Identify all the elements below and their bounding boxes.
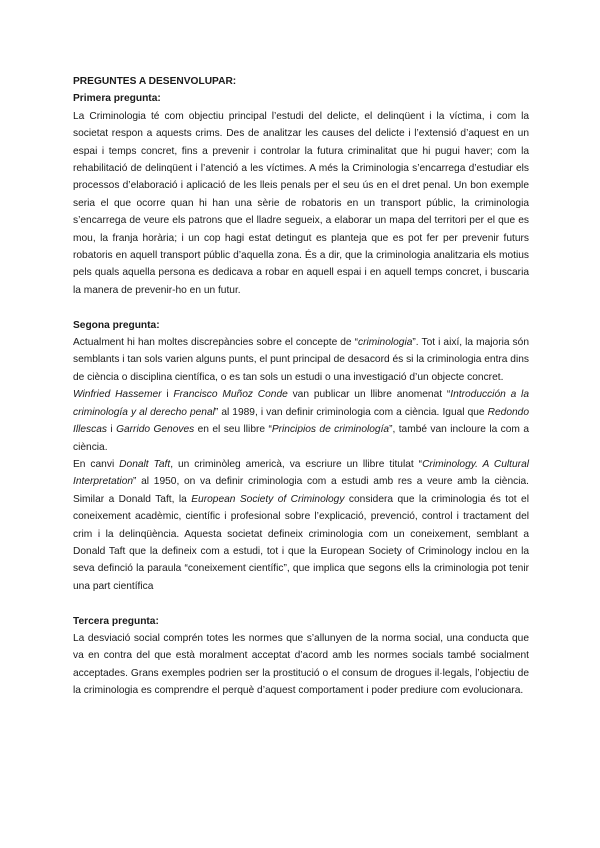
text-run: considera que la criminologia és tot el coneixement acadèmic, científic i profesional sobre l’explicació, prevenció, control i tractament del crim i la delinqüència. Aquesta societat defineix criminologia com un coneixement, semblant a Donald Taft que la defineix com a estudi, tot i que la European Society of Criminology inclou en la seva definció la paraula “coneixement científic”, que implica que segons ells la criminologia pot tenir una part científica xyxy=(73,493,529,592)
italic-text-run: Winfried Hassemer xyxy=(73,389,162,401)
text-run: van publicar un llibre anomenat “ xyxy=(287,389,451,401)
text-run: ” al 1989, i van definir criminologia com a ciència. Igual que xyxy=(214,406,488,418)
italic-text-run: Principios de criminología xyxy=(271,424,390,436)
paragraph xyxy=(73,456,529,595)
italic-text-run: Donalt Taft xyxy=(119,458,171,470)
paragraph xyxy=(73,630,529,700)
paragraph xyxy=(73,108,529,299)
text-run: En canvi xyxy=(73,458,120,470)
italic-text-run: Redondo Illescas xyxy=(73,406,529,436)
section-heading: Primera pregunta: xyxy=(73,93,161,105)
text-run: Actualment hi han moltes discrepàncies sobre el concepte de “ xyxy=(73,337,359,349)
text-run: i xyxy=(106,424,117,436)
text-run: , un criminòleg americà, va escriure un llibre titulat “ xyxy=(170,458,423,470)
text-run: La Criminologia té com objectiu principal l’estudi del delicte, el delinqüent i la víctima, i com la societat respon a aquests crims. Des de analitzar les causes del delicte i l’extensió d’aquest en un espai i temps concret, fins a prevenir i controlar la futura criminalitat que hi pugui haver; com la rehabilitació de delinqüent i l’atenció a les víctimes. A més la Criminologia s’encarrega d’estudiar els processos d’elaboració i aplicació de les lleis penals per el seu ús en el dret penal. Un bon exemple seria el que ocorre quan hi han una sèrie de robatoris en un transport públic, la criminologia s’encarrega de veure els patrons que el lladre segueix, a elaborar un mapa del territori per el que es mou, la franja horària; i un cop hagi estat detingut es planteja que es pot fer per prevenir futurs robatoris en aquell transport públic d’aquella zona. És a dir, que la criminologia analitzaria els motius pels quals aquella persona es dedicava a robar en aquell espai i en aquell temps concret, i buscaria la manera de prevenir-ho en un futur. xyxy=(73,110,529,296)
section-1 xyxy=(73,90,529,299)
italic-text-run: Garrido Genoves xyxy=(116,424,195,436)
text-run: i xyxy=(161,389,174,401)
paragraph xyxy=(73,386,529,456)
italic-text-run: Francisco Muñoz Conde xyxy=(173,389,288,401)
text-run: ”, també van incloure la com a ciència. xyxy=(73,424,529,453)
italic-text-run: criminologia xyxy=(358,337,413,349)
text-run: en el seu llibre “ xyxy=(194,424,272,436)
text-run: ”. Tot i així, la majoria són semblants i tan sols varien alguns punts, el punt principal de desacord és si la criminologia entra dins de ciència o disciplina científica, o es tan sols un estudi o una investigació d’un objecte concret. xyxy=(73,337,529,383)
text-run: ” al 1950, on va definir criminologia com a estudi amb res a veure amb la ciència. Similar a Donald Taft, la xyxy=(73,476,529,505)
text-run: La desviació social comprén totes les normes que s’allunyen de la norma social, una conducta que va en contra del que està moralment acceptat d’acord amb les normes socials també socialment acceptades. Grans exemples podrien ser la prostitució o el consum de drogues il·legals, l’objectiu de la criminologia es comprendre el perquè d’aquest comportament i poder prediure com evolucionara. xyxy=(73,632,529,697)
italic-text-run: Criminology. A Cultural Interpretation xyxy=(73,458,529,488)
paragraph xyxy=(73,334,529,386)
document-title: PREGUNTES A DESENVOLUPAR: xyxy=(73,76,237,87)
section-2 xyxy=(73,317,529,596)
italic-text-run: Introducción a la criminología y al derecho penal xyxy=(73,389,529,418)
section-3 xyxy=(73,613,529,700)
document-page xyxy=(73,73,529,717)
section-heading: Tercera pregunta: xyxy=(73,615,159,627)
section-heading: Segona pregunta: xyxy=(73,319,160,331)
italic-text-run: European Society of Criminology xyxy=(191,493,345,505)
